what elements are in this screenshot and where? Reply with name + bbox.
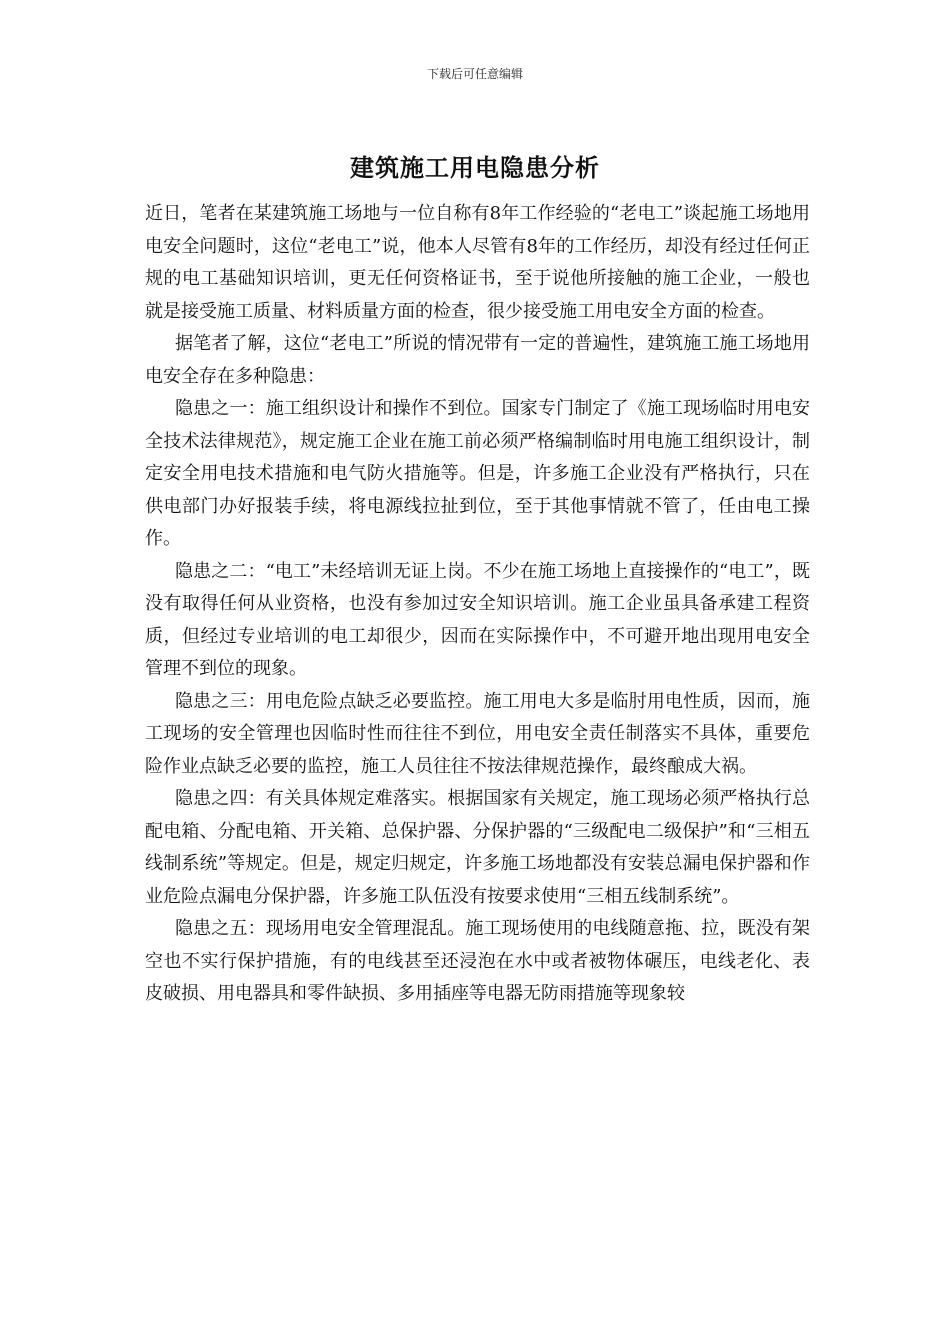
paragraph-hazard-1: 隐患之一：施工组织设计和操作不到位。国家专门制定了《施工现场临时用电安全技术法律规范》，规定施工企业在施工前必须严格编制临时用电施工组织设计，制定安全用电技术措施和电气防火措施等。但是，许多施工企业没有严格执行，只在供电部门办好报装手续，将电源线拉扯到位，至于其他事情就不管了，任由电工操作。 [145, 398, 810, 549]
page-header-note: 下载后可任意编辑 [426, 67, 523, 81]
paragraph-hazard-5: 隐患之五：现场用电安全管理混乱。施工现场使用的电线随意拖、拉，既没有架空也不实行保护措施，有的电线甚至还浸泡在水中或者被物体碾压，电线老化、表皮破损、用电器具和零件缺损、多用插座等电器无防雨措施等现象较 [145, 918, 810, 1004]
document-title: 建筑施工用电隐患分析 [350, 153, 600, 182]
paragraph-hazard-2: 隐患之二：“电工”未经培训无证上岗。不少在施工场地上直接操作的“电工”，既没有取得任何从业资格，也没有参加过安全知识培训。施工企业虽具备承建工程资质，但经过专业培训的电工却很少，因而在实际操作中，不可避开地出现用电安全管理不到位的现象。 [145, 560, 810, 679]
paragraph-hazard-3: 隐患之三：用电危险点缺乏必要监控。施工用电大多是临肘用电性质，因而，施工现场的安全管理也因临时性而往往不到位，用电安全责任制落实不具体，重要危险作业点缺乏必要的监控，施工人员往往不按法律规范操作，最终酿成大祸。 [145, 690, 810, 777]
paragraph-hazard-4: 隐患之四：有关具体规定难落实。根据国家有关规定，施工现场必须严格执行总配电箱、分配电箱、开关箱、总保护器、分保护器的“三级配电二级保护”和“三相五线制系统”等规定。但是，规定归规定，许多施工场地都没有安装总漏电保护器和作业危险点漏电分保护器，许多施工队伍没有按要求使用“三相五线制系统”。 [145, 788, 810, 907]
document-body [145, 198, 810, 1011]
paragraph-intro: 近日，笔者在某建筑施工场地与一位自称有8年工作经验的“老电工”谈起施工场地用电安全问题时，这位“老电工”说，他本人尽管有8年的工作经历，却没有经过任何正规的电工基础知识培训，更无任何资格证书，至于说他所接触的施工企业，一般也就是接受施工质量、材料质量方面的检查，很少接受施工用电安全方面的检查。 [145, 203, 810, 322]
paragraph-overview: 据笔者了解，这位“老电工”所说的情况带有一定的普遍性，建筑施工施工场地用电安全存在多种隐患： [145, 333, 810, 387]
